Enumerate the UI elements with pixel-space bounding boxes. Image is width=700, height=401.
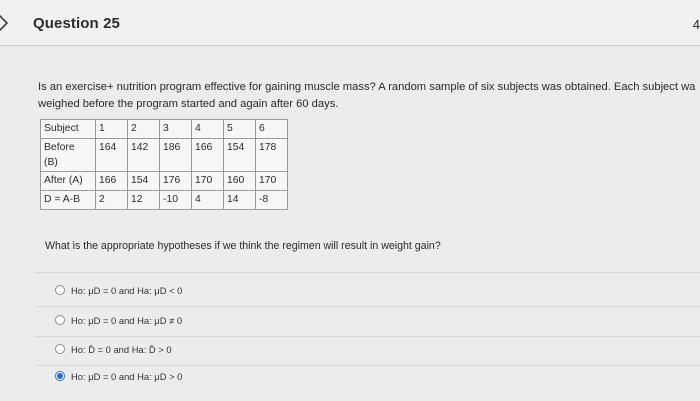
question-points: 4 — [692, 17, 700, 32]
radio-button-2[interactable] — [55, 315, 65, 325]
radio-button-3[interactable] — [55, 344, 65, 354]
question-text — [38, 79, 700, 113]
data-table — [40, 119, 288, 210]
row-label: After (A) — [41, 172, 96, 191]
table-cell: 160 — [224, 172, 256, 191]
table-cell: 4 — [192, 120, 224, 139]
table-cell: 186 — [160, 139, 192, 172]
row-label: D = A-B — [41, 191, 96, 210]
table-cell: 178 — [256, 139, 288, 172]
table-cell: 154 — [224, 139, 256, 172]
answer-option-4-label: Ho: μD = 0 and Ha: μD > 0 — [71, 370, 183, 382]
table-row — [41, 172, 288, 191]
table-cell: 170 — [192, 172, 224, 191]
answer-option-2[interactable] — [55, 312, 182, 328]
table-cell: 6 — [256, 120, 288, 139]
question-text-line-1: Is an exercise+ nutrition program effective for gaining muscle mass? A random sample of six subjects was obtained. Each subject wa — [38, 81, 696, 93]
answer-option-1-label: Ho: μD = 0 and Ha: μD < 0 — [71, 284, 183, 296]
table-row — [41, 139, 288, 172]
answer-option-3-label: Ho: D̄ = 0 and Ha: D̄ > 0 — [71, 343, 172, 355]
question-prompt: What is the appropriate hypotheses if we think the regimen will result in weight gain? — [45, 240, 441, 252]
row-label: Before (B) — [41, 139, 96, 172]
table-cell: 2 — [96, 191, 128, 210]
table-cell: 166 — [96, 172, 128, 191]
row-label: Subject — [41, 120, 96, 139]
table-cell: 164 — [96, 139, 128, 172]
table-cell: 142 — [128, 139, 160, 172]
question-title: Question 25 — [33, 15, 120, 32]
divider — [36, 272, 700, 273]
chevron-right-icon[interactable] — [0, 13, 14, 33]
table-cell: 12 — [128, 191, 160, 210]
divider — [36, 365, 700, 366]
table-cell: 4 — [192, 191, 224, 210]
question-header — [0, 0, 700, 46]
table-cell: 5 — [224, 120, 256, 139]
divider — [36, 306, 700, 307]
table-cell: -10 — [160, 191, 192, 210]
table-cell: 166 — [192, 139, 224, 172]
answer-option-2-label: Ho: μD = 0 and Ha: μD ≠ 0 — [71, 314, 183, 326]
table-cell: 3 — [160, 120, 192, 139]
table-cell: 1 — [96, 120, 128, 139]
table-cell: 154 — [128, 172, 160, 191]
radio-button-1[interactable] — [55, 285, 65, 295]
divider — [36, 336, 700, 337]
table-cell: 170 — [256, 172, 288, 191]
answer-option-1[interactable] — [55, 282, 182, 298]
table-row — [41, 120, 288, 139]
question-text-line-2: weighed before the program started and again after 60 days. — [38, 98, 339, 110]
answer-option-3[interactable] — [55, 341, 172, 357]
table-cell: 2 — [128, 120, 160, 139]
radio-button-4[interactable] — [55, 371, 65, 381]
table-row — [41, 191, 288, 210]
answer-option-4[interactable] — [55, 368, 182, 384]
table-cell: -8 — [256, 191, 288, 210]
table-cell: 14 — [224, 191, 256, 210]
question-body — [0, 47, 700, 401]
table-cell: 176 — [160, 172, 192, 191]
